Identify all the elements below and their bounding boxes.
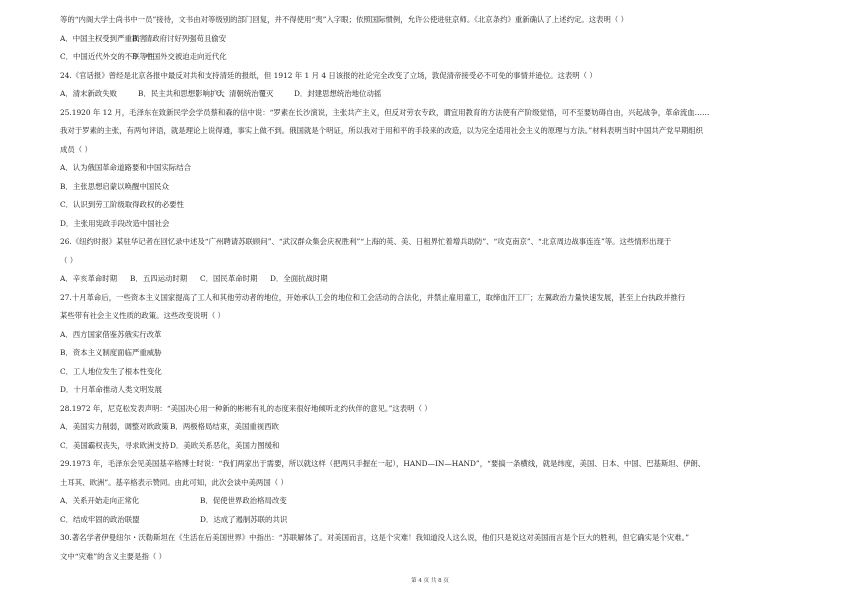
q25-stem-line3: 成员（ ） bbox=[60, 144, 92, 154]
q26-options bbox=[60, 273, 830, 284]
q26-option-b[interactable]: B．五四运动时期 bbox=[130, 274, 188, 283]
q23-options-row1 bbox=[60, 33, 830, 44]
q27-option-a[interactable]: A．西方国家借鉴苏俄实行改革 bbox=[60, 329, 162, 339]
q24-options bbox=[60, 88, 830, 99]
q26-option-a[interactable]: A．辛亥革命时期 bbox=[60, 274, 118, 283]
q26-option-d[interactable]: D．全面抗战时期 bbox=[270, 274, 328, 283]
q23-option-d[interactable]: D．中国外交被迫走向近代化 bbox=[132, 52, 227, 61]
q27-option-c[interactable]: C．工人地位发生了根本性变化 bbox=[60, 366, 162, 376]
q29-option-a[interactable]: A．关系开始走向正常化 bbox=[60, 496, 140, 505]
q23-option-a[interactable]: A．中国主权受到严重损害 bbox=[60, 33, 147, 43]
q28-option-b[interactable]: B．两极格局结束，美国重视西欧 bbox=[170, 422, 279, 431]
q27-stem-line1: 27.十月革命后，一些资本主义国家提高了工人和其他劳动者的地位，开始承认工会的地位和工会活动的合法化，并禁止雇用童工，取缔血汗工厂；左翼政治力量快速发展，甚至上台执政并推行 bbox=[60, 292, 686, 302]
q27-option-b[interactable]: B．资本主义制度面临严重威胁 bbox=[60, 348, 162, 357]
q26-stem-line1: 26.《纽约时报》某驻华记者在回忆录中述及“广州聘请苏联顾问”、“武汉群众集会庆祝胜利”“上海的英、美、日租界忙着增兵助防”、“攻克南京”、“北京周边战事连连”等。这些情形出现于 bbox=[60, 237, 672, 246]
q28-option-c[interactable]: C．美国霸权丧失，寻求欧洲支持 bbox=[60, 440, 170, 450]
q25-stem-line1: 25.1920 年 12 月，毛泽东在致新民学会学员蔡和森的信中说：“罗素在长沙演说，主张共产主义，但反对劳农专政，谓宜用教育的方法使有产阶级觉悟，可不至要妨碍自由，兴起战争，革命流血…… bbox=[60, 107, 710, 117]
q24-stem: 24.《官话报》曾经是北京各报中最反对共和支持清廷的报纸，但 1912 年 1 月 4 日该报的社论完全改变了立场，敦促清帝接受必不可免的事情并逊位。这表明（ ） bbox=[60, 70, 597, 80]
q24-option-a[interactable]: A．清末新政失败 bbox=[60, 89, 118, 98]
exam-page bbox=[60, 14, 830, 569]
q23-option-b[interactable]: B．清政府讨好列强苟且偷安 bbox=[132, 33, 227, 43]
q29-stem-line2: 土耳其、欧洲”。基辛格表示赞同。由此可知，此次会谈中美两国（ ） bbox=[60, 477, 288, 487]
q28-option-a[interactable]: A．美国实力削弱，调整对欧政策 bbox=[60, 422, 169, 431]
q30-stem-line2: 文中“灾难”的含义主要是指（ ） bbox=[60, 551, 166, 561]
page-number-footer: 第 4 页 共 8 页 bbox=[411, 578, 449, 584]
q28-options-row2 bbox=[60, 440, 830, 451]
q25-option-c[interactable]: C．认识到劳工阶级取得政权的必要性 bbox=[60, 200, 184, 209]
q29-options-row1 bbox=[60, 495, 830, 506]
q29-option-c[interactable]: C．结成牢固的政治联盟 bbox=[60, 514, 140, 524]
q26-option-c[interactable]: C．国民革命时期 bbox=[200, 274, 258, 283]
q25-option-a[interactable]: A．认为俄国革命道路要和中国实际结合 bbox=[60, 163, 191, 172]
q25-option-b[interactable]: B．主张思想启蒙以唤醒中国民众 bbox=[60, 181, 169, 191]
q23-stem-tail: 等的“内阁大学士尚书中一员”接待，文书由对等级别的部门回复，并不得使用“夷”入字眼；依照国际惯例，允许公使进驻京师。《北京条约》重新确认了上述约定。这表明（ ） bbox=[60, 15, 629, 24]
q27-stem-line2: 某些带有社会主义性质的政策。这些改变说明（ ） bbox=[60, 311, 225, 320]
q24-option-c[interactable]: C．清朝统治覆灭 bbox=[216, 89, 274, 98]
q29-stem-line1: 29.1973 年，毛泽东会见美国基辛格博士时说：“我们两家出于需要，所以就这样（把两只手握在一起），HAND—IN—HAND”，“要搞一条横线，就是纬度，美国、日本、中国、巴基斯坦、伊朗、 bbox=[60, 459, 706, 468]
q28-stem: 28.1972 年，尼克松发表声明：“美国决心用一种新的彬彬有礼的态度来很好地倾听北约伙伴的意见。”这表明（ ） bbox=[60, 403, 432, 413]
q30-stem-line1: 30.著名学者伊曼纽尔・沃勒斯坦在《生活在后美国世界》中指出：“苏联解体了。对美国而言，这是个灾难！我知道没人这么说，他们只是说这对美国而言是个巨大的胜利，但它确实是个灾难。” bbox=[60, 533, 690, 542]
q23-options-row2 bbox=[60, 51, 830, 62]
q24-option-d[interactable]: D．封建思想统治地位动摇 bbox=[294, 89, 382, 98]
q28-option-d[interactable]: D．美欧关系恶化，美国力图缓和 bbox=[170, 440, 280, 450]
q29-option-d[interactable]: D．达成了遏制苏联的共识 bbox=[200, 514, 288, 524]
q29-options-row2 bbox=[60, 514, 830, 525]
q24-option-b[interactable]: B．民主共和思想影响扩大 bbox=[138, 89, 225, 98]
q28-options-row1 bbox=[60, 421, 830, 432]
q23-option-c[interactable]: C．中国近代外交的不平等性 bbox=[60, 52, 155, 61]
q29-option-b[interactable]: B．促使世界政治格局改变 bbox=[200, 496, 287, 505]
q27-option-d[interactable]: D．十月革命推动人类文明发展 bbox=[60, 385, 163, 394]
q25-stem-line2: 我对于罗素的主张，有两句评语，就是理论上说得通，事实上做不到。俄国就是个明证，所以我对于用和平的手段来的改造，以为完全适用社会主义的原理与方法。”材料表明当时中国共产党早期组织 bbox=[60, 126, 704, 135]
q26-stem-line2: （ ） bbox=[60, 255, 78, 265]
q25-option-d[interactable]: D．主张用宪政手段改造中国社会 bbox=[60, 218, 170, 228]
